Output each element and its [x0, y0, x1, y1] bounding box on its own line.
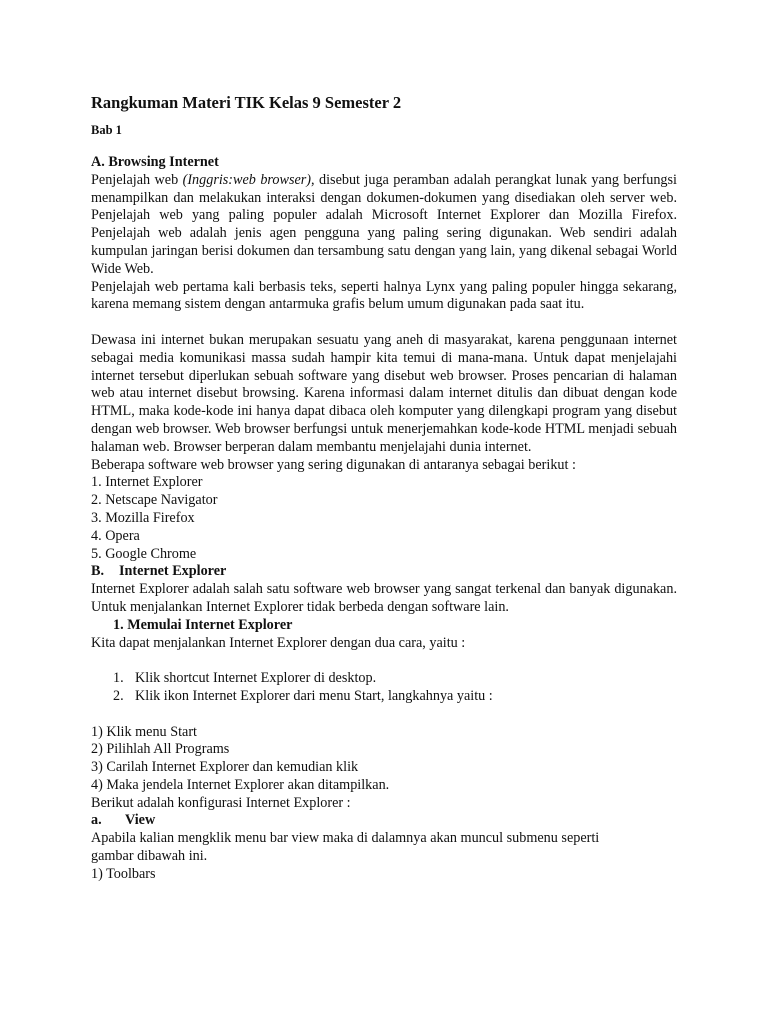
browser-list-item: 5. Google Chrome [91, 545, 197, 562]
step-item: 1) Klik menu Start [91, 723, 197, 740]
section-b-title: Internet Explorer [119, 563, 227, 580]
ways-list-item [113, 670, 677, 688]
list-text: Klik shortcut Internet Explorer di desktop. [135, 670, 377, 687]
paragraph-spacer [91, 652, 677, 670]
subsection-a-heading [91, 812, 677, 830]
step-item: 2) Pilihlah All Programs [91, 741, 230, 758]
paragraph-spacer [91, 706, 677, 724]
paragraph-italic-term: (Inggris:web browser) [182, 171, 312, 188]
browser-list-item: 1. Internet Explorer [91, 474, 203, 491]
section-b-paragraph-1: Internet Explorer adalah salah satu software web browser yang sangat terkenal dan banyak digunakan. Untuk menjalankan Internet Explorer tidak berbeda dengan software lain. [91, 581, 677, 615]
step-item: 4) Maka jendela Internet Explorer akan ditampilkan. [91, 776, 390, 793]
section-a-paragraph-1 [91, 172, 677, 279]
section-a-paragraph-2: Penjelajah web pertama kali berbasis teks, seperti halnya Lynx yang paling populer hingga sekarang, karena memang sistem dengan antarmuka grafis belum umum digunakan pada saat itu. [91, 278, 677, 313]
toolbars-item: 1) Toolbars [91, 865, 156, 882]
subsection-1-heading: 1. Memulai Internet Explorer [113, 616, 293, 633]
ways-list-item [113, 687, 677, 706]
section-b-paragraph-3: Berikut adalah konfigurasi Internet Explorer : [91, 794, 351, 811]
browser-list-item: 4. Opera [91, 527, 140, 544]
paragraph-lead-text: Penjelajah web [91, 171, 183, 188]
list-text: Klik ikon Internet Explorer dari menu Start, langkahnya yaitu : [135, 687, 493, 704]
document-body [91, 92, 677, 884]
browser-list-item: 2. Netscape Navigator [91, 492, 218, 509]
list-number: 1. [113, 670, 124, 687]
ways-list [91, 670, 677, 706]
subsection-a-title: View [125, 812, 156, 829]
subsection-a-label: a. [91, 812, 102, 829]
step-item: 3) Carilah Internet Explorer dan kemudian klik [91, 759, 359, 776]
section-b-heading [91, 563, 677, 581]
section-a-paragraph-4: Beberapa software web browser yang sering digunakan di antaranya sebagai berikut : [91, 456, 576, 473]
section-a-heading: A. Browsing Internet [91, 154, 219, 170]
section-a-paragraph-3: Dewasa ini internet bukan merupakan sesuatu yang aneh di masyarakat, karena penggunaan internet sebagai media komunikasi massa sudah hampir kita temui di mana-mana. Untuk dapat menjelajahi internet tersebut diperlukan sebuah software yang disebut web browser. Proses pencarian di halaman web atau internet disebut browsing. Karena informasi dalam internet ditulis dan dibuat dengan kode HTML, maka kode-kode ini hanya dapat dibaca oleh komputer yang dilengkapi program yang disebut dengan web browser. Web browser berfungsi untuk menerjemahkan kode-kode HTML menjadi sebuah halaman web. Browser berperan dalam membantu menjelajahi dunia internet. [91, 331, 677, 455]
document-title: Rangkuman Materi TIK Kelas 9 Semester 2 [91, 93, 402, 112]
paragraph-rest-text: , disebut juga peramban adalah perangkat lunak yang berfungsi menampilkan dan melakukan interaksi dengan dokumen-dokumen yang disediakan oleh server web. Penjelajah web yang paling populer adalah Microsoft Internet Explorer dan Mozilla Firefox. Penjelajah web adalah jenis agen pengguna yang paling sering digunakan. Web sendiri adalah kumpulan jaringan berisi dokumen dan tersambung satu dengan yang lain, yang dikenal sebagai World Wide Web. [91, 171, 677, 277]
browser-list-item: 3. Mozilla Firefox [91, 509, 195, 526]
list-number: 2. [113, 687, 124, 704]
section-b-paragraph-4: Apabila kalian mengklik menu bar view maka di dalamnya akan muncul submenu seperti gambar dibawah ini. [91, 830, 600, 865]
section-b-paragraph-2: Kita dapat menjalankan Internet Explorer dengan dua cara, yaitu : [91, 634, 466, 651]
chapter-label: Bab 1 [91, 123, 122, 137]
paragraph-spacer [91, 314, 677, 332]
section-b-label: B. [91, 563, 105, 580]
